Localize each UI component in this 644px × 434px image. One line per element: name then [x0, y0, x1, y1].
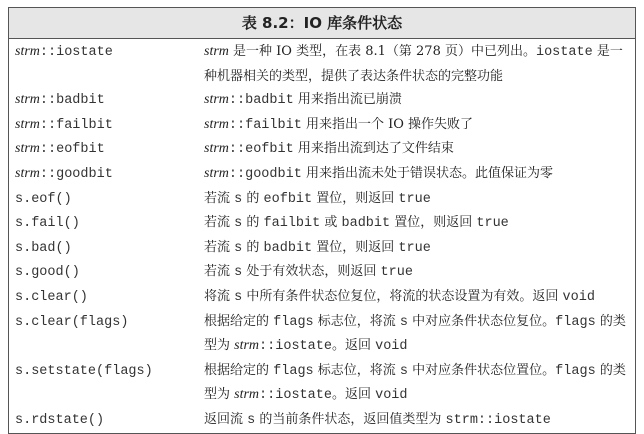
member-name-cell [9, 187, 204, 212]
text: 处于有效状态，则返回 [242, 264, 381, 280]
code-text: void [562, 289, 595, 305]
code-text: failbit [263, 216, 321, 232]
text: 用来指出一个 IO 操作失败了 [301, 116, 474, 132]
code-text: ::iostate [259, 339, 332, 355]
member-name-cell [9, 88, 204, 113]
text: 是一种 IO 类型，在表 8.1（第 278 页）中已列出。 [228, 44, 536, 59]
italic-type-text: strm [15, 92, 40, 108]
code-text: s [234, 265, 243, 281]
table-row [9, 137, 635, 162]
member-name-cell [9, 359, 204, 408]
code-text: flags [555, 363, 596, 379]
member-name-cell [9, 285, 204, 310]
code-text: ::badbit [39, 93, 105, 109]
code-text: s.setstate(flags) [15, 363, 153, 379]
code-text: s [234, 191, 243, 207]
text: 中对应条件状态位置位。 [408, 362, 556, 378]
text: 根据给定的 [204, 313, 274, 329]
italic-type-text: strm [204, 92, 229, 108]
description-cell [204, 187, 635, 212]
text: 根据给定的 [204, 362, 274, 378]
text: 的当前条件状态，返回值类型为 [255, 411, 446, 427]
code-text: void [375, 388, 408, 404]
code-text: ::badbit [228, 93, 294, 109]
text: 的 [242, 190, 264, 206]
code-text: s.clear() [15, 289, 88, 305]
italic-type-text: strm [204, 141, 229, 157]
description-cell [204, 408, 635, 433]
description-cell [204, 40, 635, 88]
description-cell [204, 137, 635, 162]
description-cell [204, 310, 635, 359]
table-row [9, 113, 635, 138]
member-name-cell [9, 40, 204, 88]
code-text: s [234, 240, 243, 256]
code-text: s [247, 412, 256, 428]
text: 若流 [204, 190, 235, 206]
italic-type-text: strm [15, 141, 40, 157]
code-text: flags [273, 363, 314, 379]
text: 将流 [204, 288, 235, 304]
italic-type-text: strm [204, 116, 229, 132]
description-cell [204, 236, 635, 261]
text: 标志位，将流 [313, 313, 400, 329]
text: 置位，则返回 [390, 215, 477, 231]
code-text: s.fail() [15, 216, 80, 232]
text: 若流 [204, 215, 235, 231]
description-cell [204, 260, 635, 285]
text: 若流 [204, 264, 235, 280]
code-text: s.good() [15, 265, 80, 281]
text: 的 [242, 239, 264, 255]
code-text: ::goodbit [39, 166, 113, 182]
io-condition-state-table [8, 7, 636, 434]
description-cell [204, 285, 635, 310]
description-cell [204, 359, 635, 408]
table-row [9, 285, 635, 310]
table-row [9, 211, 635, 236]
text: 中所有条件状态位复位，将流的状态设置为有效。返回 [242, 288, 563, 304]
text: 用来指出流到达了文件结束 [293, 141, 454, 157]
table-row [9, 260, 635, 285]
table-row [9, 236, 635, 261]
text: 若流 [204, 239, 235, 255]
member-name-cell [9, 137, 204, 162]
text: 标志位，将流 [313, 362, 400, 378]
code-text: s.eof() [15, 191, 72, 207]
code-text: s.rdstate() [15, 412, 105, 428]
code-text: s.clear(flags) [15, 314, 129, 330]
code-text: s.bad() [15, 240, 72, 256]
italic-type-text: strm [15, 116, 40, 132]
code-text: ::failbit [39, 117, 113, 133]
description-cell [204, 113, 635, 138]
description-cell [204, 162, 635, 187]
code-text: eofbit [263, 191, 313, 207]
code-text: s [234, 289, 243, 305]
italic-type-text: strm [234, 338, 260, 354]
text: 用来指出流已崩溃 [293, 92, 402, 108]
code-text: flags [273, 314, 314, 330]
code-text: s [399, 314, 409, 330]
code-text: ::iostate [39, 45, 113, 60]
table-row [9, 187, 635, 212]
text: 返回流 [204, 411, 248, 427]
code-text: s [399, 363, 409, 379]
member-name-cell [9, 260, 204, 285]
member-name-cell [9, 162, 204, 187]
code-text: s [234, 216, 243, 232]
italic-type-text: strm [234, 387, 260, 403]
text: 或 [320, 215, 342, 231]
code-text: void [375, 339, 408, 355]
code-text: ::iostate [259, 388, 332, 404]
text: 置位，则返回 [312, 239, 399, 255]
table-row [9, 359, 635, 408]
code-text: ::failbit [228, 117, 302, 133]
table-row [9, 310, 635, 359]
code-text: badbit [341, 216, 391, 232]
text: 中对应条件状态位复位。 [408, 313, 556, 329]
table-row [9, 88, 635, 113]
table-title: 表 8.2：IO 库条件状态 [9, 8, 635, 39]
italic-type-text: strm [15, 165, 40, 181]
code-text: flags [555, 314, 596, 330]
member-name-cell [9, 236, 204, 261]
italic-type-text: strm [15, 44, 40, 59]
text: 置位，则返回 [312, 190, 399, 206]
description-cell [204, 211, 635, 236]
table-row [9, 40, 635, 88]
code-text: true [476, 216, 509, 232]
member-name-cell [9, 408, 204, 433]
member-name-cell [9, 211, 204, 236]
italic-type-text: strm [204, 165, 229, 181]
text: 用来指出流未处于错误状态。此值保证为零 [301, 165, 553, 181]
italic-type-text: strm [204, 44, 229, 59]
table-row [9, 162, 635, 187]
member-name-cell [9, 310, 204, 359]
text: 的类型为 [204, 313, 626, 354]
text: 的 [242, 215, 264, 231]
text: 。返回 [331, 338, 376, 354]
code-text: ::eofbit [228, 142, 294, 158]
text: 。返回 [331, 387, 376, 403]
code-text: true [398, 240, 431, 256]
table-row [9, 408, 635, 433]
description-cell [204, 88, 635, 113]
code-text: true [380, 265, 413, 281]
member-name-cell [9, 113, 204, 138]
code-text: true [398, 191, 431, 207]
code-text: ::goodbit [228, 166, 302, 182]
code-text: ::eofbit [39, 142, 105, 158]
code-text: strm::iostate [445, 412, 551, 428]
code-text: badbit [263, 240, 313, 256]
text: 是一种机器相关的类型，提供了表达条件状态的完整功能 [204, 44, 623, 84]
text: 的类型为 [204, 362, 626, 403]
code-text: iostate [535, 45, 593, 60]
table-body [9, 39, 635, 433]
